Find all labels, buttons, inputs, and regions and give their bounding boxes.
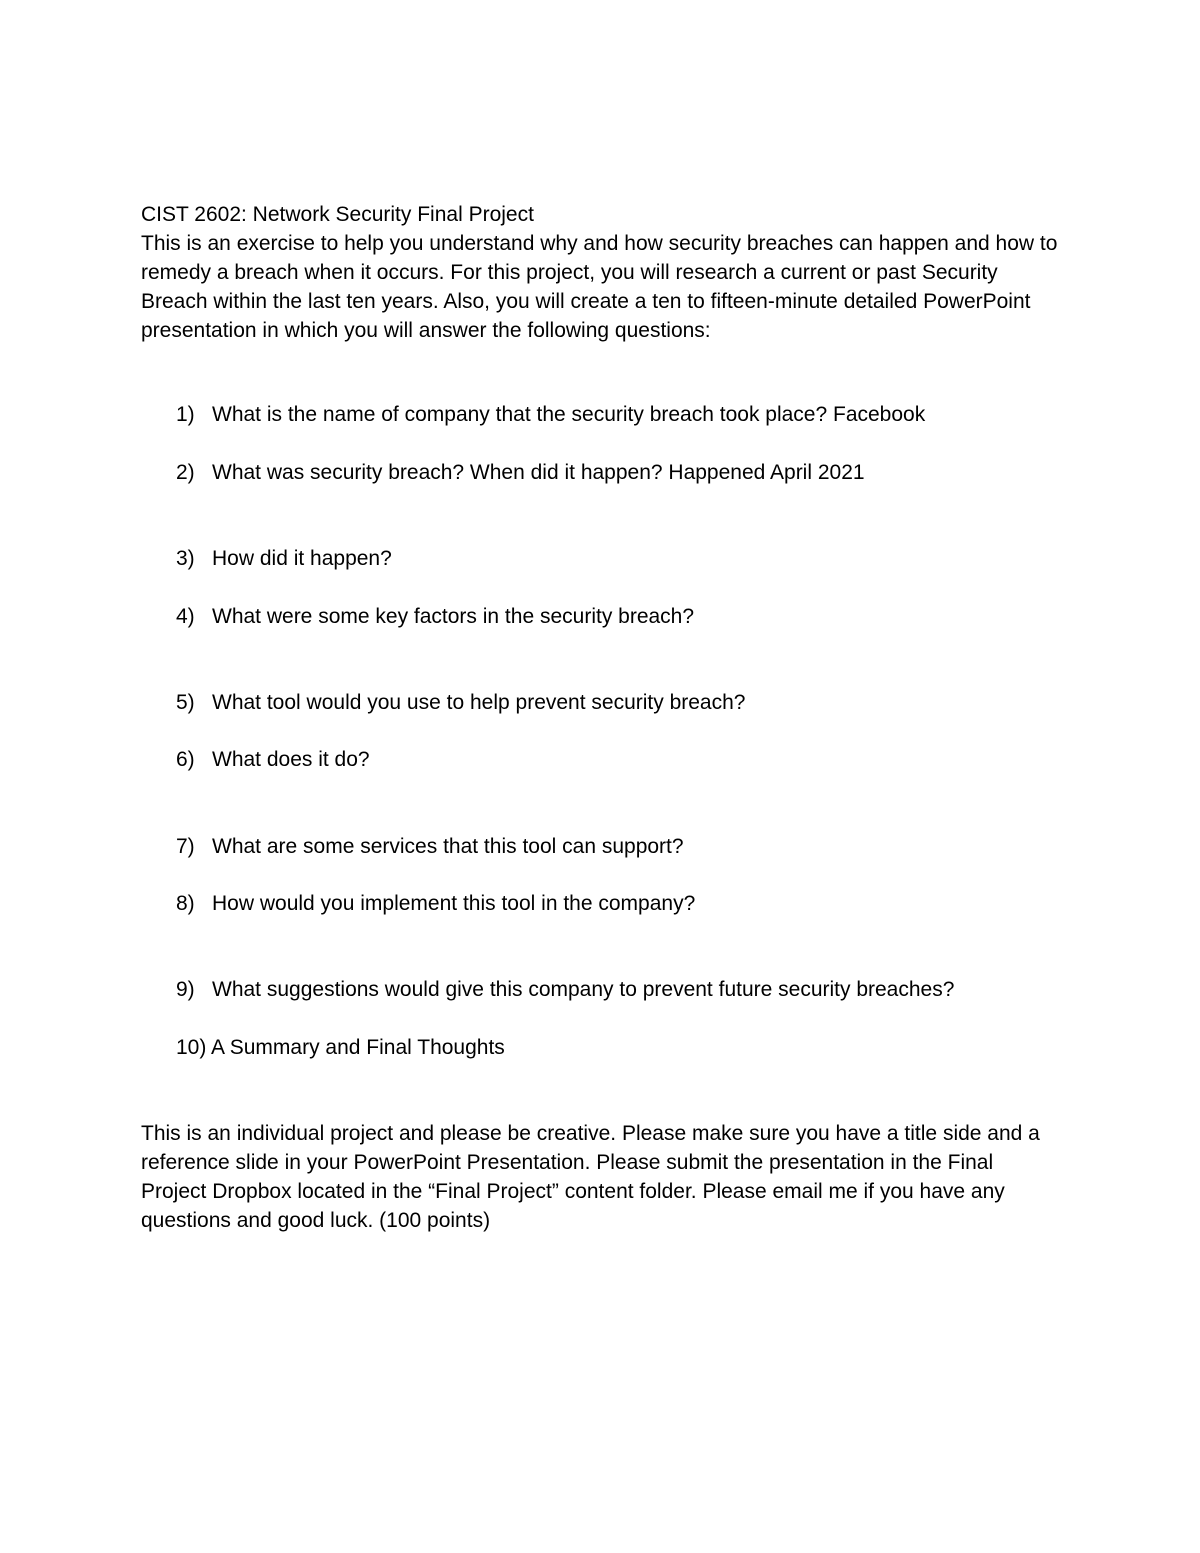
question-text: What does it do?	[212, 748, 370, 771]
question-text: How did it happen?	[212, 547, 392, 570]
question-number: 6)	[176, 748, 195, 771]
question-item	[176, 602, 694, 631]
question-item	[176, 544, 392, 573]
closing-paragraph: This is an individual project and please be creative. Please make sure you have a title side and a reference slide in your PowerPoint Presentation. Please submit the presentation in the Final Project Dropbox located in the “Final Project” content folder. Please email me if you have any questions and good luck. (100 points)	[141, 1122, 1040, 1232]
question-item	[176, 688, 745, 717]
question-number: 8)	[176, 892, 195, 915]
question-item	[176, 832, 684, 861]
question-text: What is the name of company that the security breach took place? Facebook	[212, 403, 926, 426]
question-item	[176, 1033, 505, 1062]
question-number: 5)	[176, 691, 195, 714]
question-item	[176, 975, 954, 1004]
question-text: What suggestions would give this company to prevent future security breaches?	[212, 978, 955, 1001]
question-number: 2)	[176, 461, 195, 484]
question-item	[176, 745, 370, 774]
question-text: What tool would you use to help prevent security breach?	[212, 691, 746, 714]
question-number: 3)	[176, 547, 195, 570]
question-item	[176, 458, 865, 487]
question-number: 9)	[176, 978, 195, 1001]
question-text: What are some services that this tool can support?	[212, 835, 684, 858]
question-text: What were some key factors in the security breach?	[212, 605, 695, 628]
question-item	[176, 400, 925, 429]
intro-paragraph: This is an exercise to help you understand why and how security breaches can happen and how to remedy a breach when it occurs. For this project, you will research a current or past Security Breach within the last ten years. Also, you will create a ten to fifteen-minute detailed PowerPoint presentation in which you will answer the following questions:	[141, 232, 1058, 342]
question-item	[176, 889, 695, 918]
question-text: How would you implement this tool in the company?	[212, 892, 696, 915]
question-number: 10)	[176, 1036, 207, 1059]
document-title: CIST 2602: Network Security Final Project	[141, 203, 534, 226]
question-text: A Summary and Final Thoughts	[206, 1036, 505, 1059]
question-number: 1)	[176, 403, 195, 426]
question-number: 4)	[176, 605, 195, 628]
question-number: 7)	[176, 835, 195, 858]
question-text: What was security breach? When did it happen? Happened April 2021	[212, 461, 865, 484]
